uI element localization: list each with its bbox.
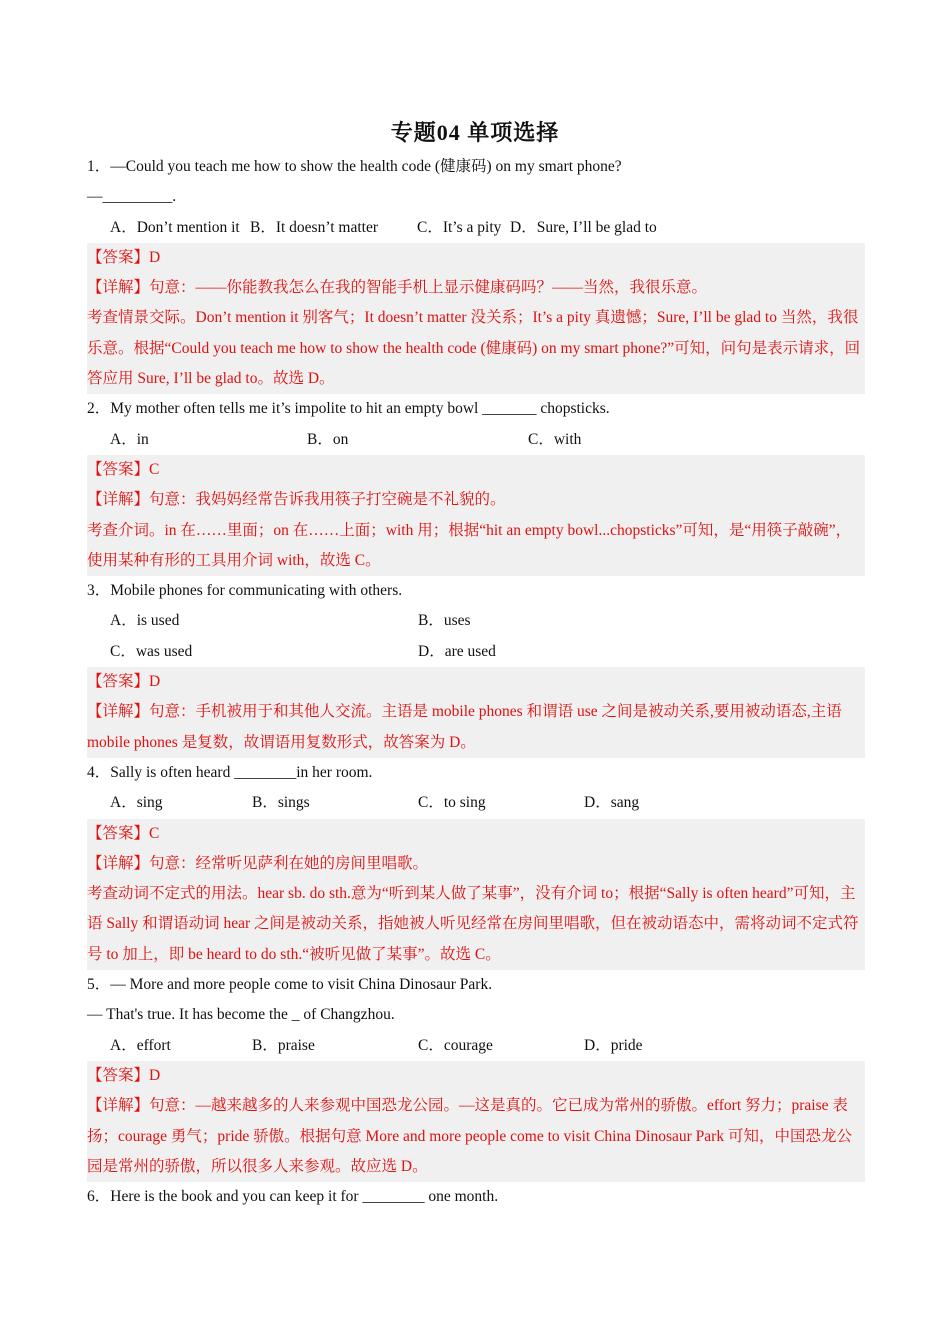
- question-stem: 4．Sally is often heard ________in her room.: [87, 763, 373, 781]
- answer-label: 【答案】D: [87, 673, 161, 691]
- question-stem: 6．Here is the book and you can keep it for ________ one month.: [87, 1188, 499, 1206]
- option-c: C．with: [528, 430, 582, 448]
- option-a: A．in: [110, 430, 149, 448]
- option-b: B．uses: [418, 612, 471, 630]
- option-b: B．sings: [252, 794, 310, 812]
- question-stem: 2．My mother often tells me it’s impolite to hit an empty bowl _______ chopsticks.: [87, 400, 610, 418]
- option-c: C．It’s a pity: [417, 218, 502, 236]
- option-a: A．sing: [110, 794, 163, 812]
- option-d: D．are used: [418, 642, 496, 660]
- question-stem: — That's true. It has become the _ of Changzhou.: [87, 1006, 395, 1024]
- question-stem: 3．Mobile phones for communicating with others.: [87, 582, 403, 600]
- explanation: 【详解】句意：—越来越多的人来参观中国恐龙公园。—这是真的。它已成为常州的骄傲。effort 努力；praise 表扬；courage 勇气；pride 骄傲。根据句意 More and more people come to visit China Dinosaur Park 可知，中国恐龙公园是常州的骄傲，所以很多人来参观。故应选 D。: [87, 1097, 852, 1175]
- options-row: [87, 788, 865, 818]
- options-row: [87, 1031, 865, 1061]
- explanation: 考查介词。in 在……里面；on 在……上面；with 用；根据“hit an empty bowl...chopsticks”可知，是“用筷子敲碗”，使用某种有形的工具用介词 with，故选 C。: [87, 521, 852, 569]
- answer-box: [87, 1061, 865, 1182]
- explanation: 【详解】句意：我妈妈经常告诉我用筷子打空碗是不礼貌的。: [87, 491, 506, 509]
- options-row: [87, 606, 865, 636]
- option-b: B．It doesn’t matter: [250, 218, 378, 236]
- answer-label: 【答案】D: [87, 248, 161, 266]
- question-stem: 1．—Could you teach me how to show the health code (健康码) on my smart phone?: [87, 158, 622, 175]
- answer-label: 【答案】C: [87, 460, 160, 478]
- option-b: B．praise: [252, 1036, 315, 1054]
- option-c: C．was used: [110, 642, 193, 660]
- explanation: 【详解】句意：——你能教我怎么在我的智能手机上显示健康码吗？——当然，我很乐意。: [87, 279, 708, 297]
- options-row: [87, 213, 865, 243]
- option-d: D．pride: [584, 1036, 643, 1054]
- option-c: C．courage: [418, 1036, 493, 1054]
- option-a: A．is used: [110, 612, 180, 630]
- explanation: 【详解】句意：手机被用于和其他人交流。主语是 mobile phones 和谓语 use 之间是被动关系,要用被动语态,主语 mobile phones 是复数，故谓语用复数形式，故答案为 D。: [87, 703, 842, 751]
- question-3: [87, 576, 865, 758]
- question-list: [87, 152, 865, 1212]
- answer-box: [87, 819, 865, 970]
- answer-box: [87, 243, 865, 394]
- question-6: [87, 1182, 865, 1212]
- page-title: 专题04 单项选择: [390, 120, 560, 145]
- question-4: [87, 758, 865, 970]
- option-a: A．effort: [110, 1036, 171, 1054]
- options-row: [87, 425, 865, 455]
- explanation: 考查动词不定式的用法。hear sb. do sth.意为“听到某人做了某事”，没有介词 to；根据“Sally is often heard”可知，主语 Sally 和谓语动词 hear 之间是被动关系，指她被人听见经常在房间里唱歌，但在被动语态中，需将动词不定式符号 to 加上，即 be heard to do sth.“被听见做了某事”。故选 C。: [87, 885, 859, 963]
- option-c: C．to sing: [418, 794, 486, 812]
- answer-label: 【答案】D: [87, 1066, 161, 1084]
- option-d: D．Sure, I’ll be glad to: [510, 218, 657, 236]
- question-2: [87, 394, 865, 576]
- question-5: [87, 970, 865, 1182]
- explanation: 【详解】句意：经常听见萨利在她的房间里唱歌。: [87, 854, 429, 872]
- explanation: 考查情景交际。Don’t mention it 别客气；It doesn’t matter 没关系；It’s a pity 真遗憾；Sure, I’ll be glad to 当然，我很乐意。根据“Could you teach me how to show the health code (健康码) on my smart phone?”可知，问句是表示请求，回答应用 Sure, I’ll be glad to。故选 D。: [87, 309, 861, 388]
- option-d: D．sang: [584, 794, 640, 812]
- answer-box: [87, 667, 865, 758]
- answer-box: [87, 455, 865, 576]
- question-stem: 5．— More and more people come to visit China Dinosaur Park.: [87, 976, 493, 994]
- option-a: A．Don’t mention it: [110, 218, 240, 236]
- question-1: [87, 152, 865, 394]
- answer-label: 【答案】C: [87, 824, 160, 842]
- option-b: B．on: [307, 430, 349, 448]
- options-row: [87, 637, 865, 667]
- question-stem: —_________.: [87, 188, 177, 206]
